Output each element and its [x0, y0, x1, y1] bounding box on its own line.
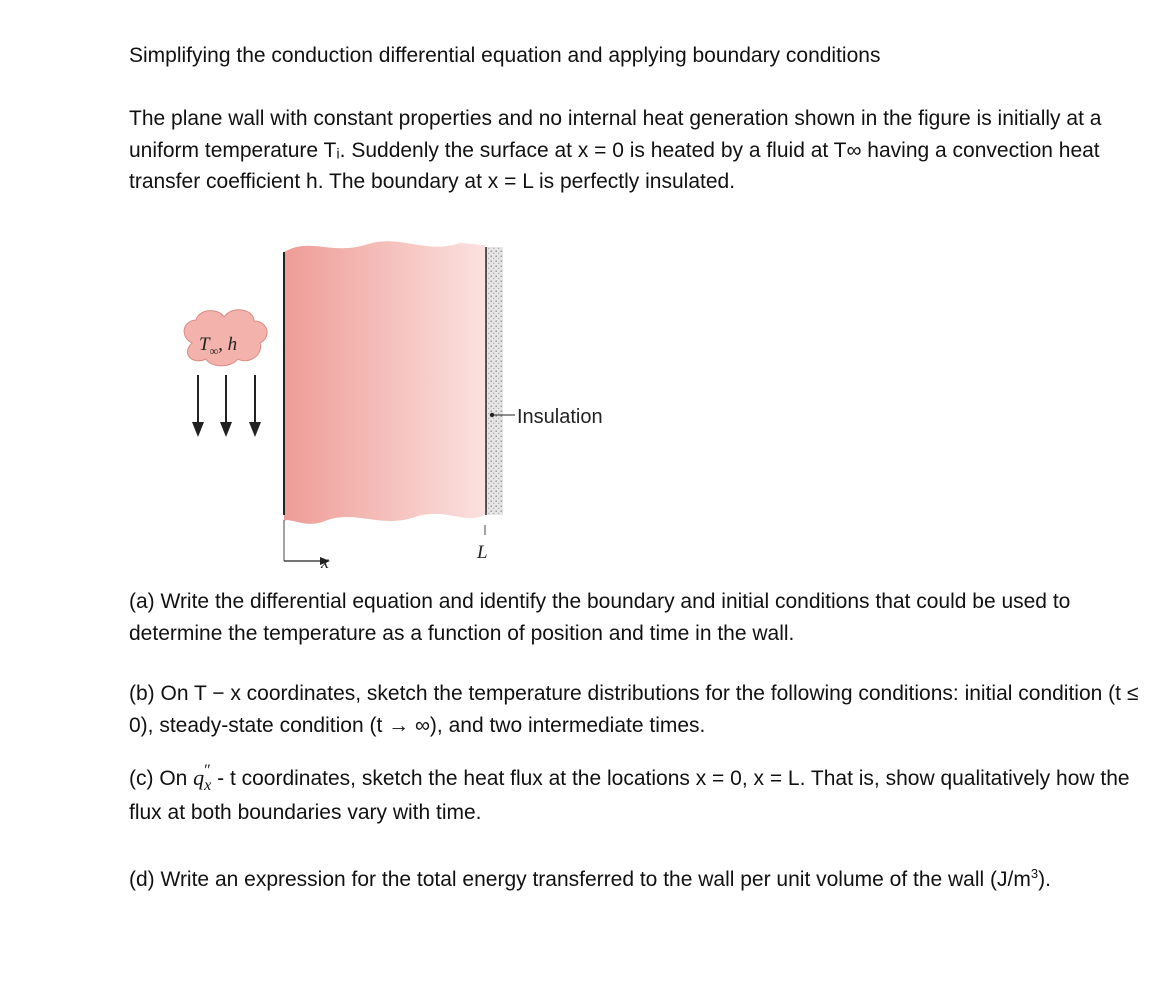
- question-c-prefix: (c) On: [129, 767, 194, 790]
- insulation-layer: [486, 247, 503, 515]
- plane-wall-figure: [170, 225, 640, 580]
- heat-flux-symbol: q ″ $_x$: [193, 762, 212, 794]
- page-heading: Simplifying the conduction differential equation and applying boundary conditions: [129, 44, 881, 67]
- x-axis-label: x: [321, 552, 329, 572]
- fluid-infinity-subscript: ∞: [209, 344, 219, 358]
- wall-body: [284, 241, 485, 524]
- question-c: [129, 762, 1139, 828]
- fluid-flow-arrows: [192, 375, 261, 437]
- fluid-label: [199, 334, 237, 358]
- question-d-end: ).: [1038, 868, 1051, 891]
- question-d: [129, 858, 1139, 896]
- fluid-temperature-symbol: T: [199, 334, 210, 355]
- fluid-h-symbol: , h: [218, 334, 238, 355]
- question-b: (b) On T − x coordinates, sketch the temperature distributions for the following conditions: initial condition (t ≤ 0), steady-state condition (t → ∞), and two intermediate times.: [129, 682, 1139, 737]
- question-a: (a) Write the differential equation and identify the boundary and initial conditions that could be used to determine the temperature as a function of position and time in the wall.: [129, 590, 1071, 645]
- problem-statement: The plane wall with constant properties and no internal heat generation shown in the figure is initially at a uniform temperature Tᵢ. Suddenly the surface at x = 0 is heated by a fluid at T∞ having a convection heat transfer coefficient h. The boundary at x = L is perfectly insulated.: [129, 107, 1102, 193]
- L-label: L: [477, 542, 488, 563]
- question-d-superscript: 3: [1030, 866, 1039, 881]
- question-c-text: - t coordinates, sketch the heat flux at the locations x = 0, x = L. That is, show qualitatively how the flux at both boundaries vary with time.: [129, 767, 1130, 824]
- insulation-label: Insulation: [517, 406, 603, 428]
- question-d-text: (d) Write an expression for the total energy transferred to the wall per unit volume of the wall (J/m: [129, 868, 1031, 891]
